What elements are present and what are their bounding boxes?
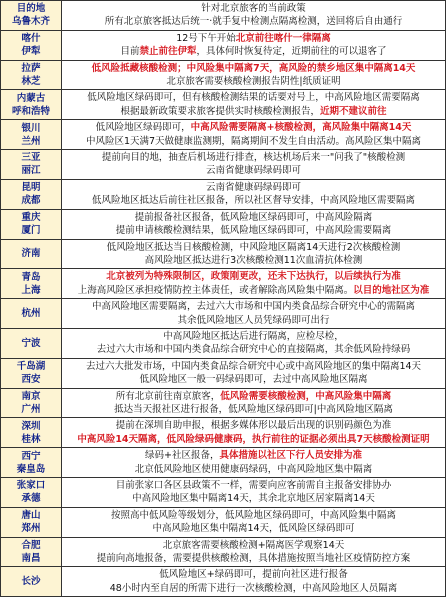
city-name: 承德: [21, 493, 41, 505]
policy-text: 抵达当天报社区进行报备，低风险地区绿码即可|中高风险地区隔离: [114, 403, 393, 415]
policy-highlight: 以目的地社区为准: [353, 284, 430, 296]
policy-line: [65, 360, 442, 373]
city-name: 三亚: [21, 152, 41, 164]
policy-row: [1, 537, 446, 567]
policy-text: 中高风险地区集中隔离14天，其余北京地区居家隔离14天: [132, 493, 375, 505]
policy-cell: [62, 299, 446, 329]
city-cell: [1, 299, 62, 329]
policy-text: 上海高风险区承担疫情防控主体责任，或者解除高风险集中隔离。: [77, 284, 354, 296]
city-name: 桂林: [21, 433, 41, 445]
policy-cell: [62, 209, 446, 239]
policy-highlight: 中高风险需要隔离+核酸检测，高风险集中隔离14天: [190, 122, 412, 134]
policy-row: [1, 448, 446, 478]
policy-row: [1, 1, 446, 31]
city-name: 拉萨: [21, 63, 41, 75]
policy-cell: [62, 418, 446, 448]
policy-line: [65, 45, 442, 58]
policy-row: [1, 269, 446, 299]
policy-text: 北京低风险地区使用健康码绿码，中高风险地区集中隔离: [134, 463, 373, 475]
policy-text: 目前张家口各区县政策不一样，需要向应客前需自主报备安排协办: [115, 480, 392, 491]
policy-line: [65, 241, 442, 254]
policy-row: [1, 179, 446, 209]
policy-line: [65, 330, 442, 343]
city-name: 千岛湖: [16, 361, 46, 373]
city-name: 银川: [21, 122, 41, 134]
policy-row: [1, 507, 446, 537]
policy-line: [65, 509, 442, 522]
policy-line: [65, 164, 442, 177]
policy-text: 低风险地区绿码即可，但有核酸检测结果的话要对号上，中高风险地区需要隔离: [87, 92, 420, 104]
policy-cell: [62, 537, 446, 567]
policy-text: 所有北京前往南京旅客，: [115, 390, 221, 402]
policy-text: 所有北京旅客抵达后统一·就手复中检测点隔离检测，送回将后自由通行: [104, 16, 403, 28]
city-name: 呼和浩特: [11, 105, 50, 117]
policy-cell: [62, 567, 446, 597]
policy-line: [65, 522, 442, 535]
city-cell: [1, 418, 62, 448]
policy-cell: [62, 507, 446, 537]
policy-line: [65, 75, 442, 88]
policy-row: [1, 30, 446, 60]
city-name: 目的地: [16, 3, 46, 15]
policy-highlight: 北京被列为特殊限制区，政策刚更改，还未下达执行，以后续执行为准: [106, 271, 401, 283]
policy-cell: [62, 388, 446, 418]
policy-text: 48小时内至自居的所需下进行一次核酸检测，中高风险地区人员隔离: [109, 582, 398, 594]
city-cell: [1, 60, 62, 90]
policy-cell: [62, 179, 446, 209]
policy-cell: [62, 239, 446, 269]
policy-text: 低风险地区抵达当日核酸检测，中风险地区隔离14天进行2次核酸检测: [106, 241, 401, 253]
policy-line: [65, 181, 442, 194]
city-name: 青岛: [21, 271, 41, 283]
policy-text: 根据最新政策要求旅客提供实时核酸检测报告，: [120, 105, 320, 117]
city-name: 兰州: [21, 135, 41, 147]
city-name: 张家口: [16, 480, 46, 492]
city-cell: [1, 179, 62, 209]
policy-highlight: 北京前往喀什一律隔离: [235, 32, 331, 44]
policy-row: [1, 328, 446, 358]
policy-cell: [62, 358, 446, 388]
policy-line: [65, 91, 442, 104]
city-name: 深圳: [21, 420, 41, 432]
policy-line: [65, 135, 442, 148]
policy-text: 提前在深圳自助申报，根据多媒体形以最后出现的识别码颜色为准: [115, 420, 392, 432]
policy-text: 高风险地区抵达进行3次核酸检测11次血清抗体检测: [144, 254, 363, 266]
city-name: 广州: [21, 403, 41, 415]
policy-line: [65, 479, 442, 492]
policy-line: [65, 492, 442, 505]
policy-text: 北京旅客需要核酸检测报告阴性|纸质证明: [166, 76, 341, 88]
city-cell: [1, 507, 62, 537]
policy-line: [65, 105, 442, 118]
policy-text: 中高风险地区需要隔离，去过六大市场和中国内类食品综合研究中心的需隔离: [91, 301, 415, 313]
city-cell: [1, 150, 62, 180]
city-name: 上海: [21, 284, 41, 296]
policy-line: [65, 284, 442, 297]
city-name: 重庆: [21, 212, 41, 224]
city-name: 西安: [21, 374, 41, 386]
policy-row: [1, 418, 446, 448]
policy-line: [65, 568, 442, 581]
policy-cell: [62, 328, 446, 358]
city-cell: [1, 388, 62, 418]
policy-row: [1, 209, 446, 239]
policy-text: 中高风险地区集中隔离14天，低风险区绿码即可: [152, 523, 355, 535]
policy-row: [1, 239, 446, 269]
policy-text: 其余低风险地区人员凭绿码即可出行: [177, 314, 330, 326]
city-cell: [1, 567, 62, 597]
city-name: 昆明: [21, 182, 41, 194]
city-name: 喀什: [21, 33, 41, 45]
policy-row: [1, 299, 446, 329]
policy-highlight: 低风险抵藏核酸检测；中风险集中隔离7天，高风险的禁乡地区集中隔离14天: [91, 62, 416, 74]
policy-cell: [62, 30, 446, 60]
policy-text: 按照高中低风险等级划分，低风险地区绿码即可，中高风险集中隔离: [110, 509, 396, 521]
policy-line: [65, 463, 442, 476]
policy-highlight: 低风险需要核酸检测，中高风险集中隔离: [220, 390, 392, 402]
city-cell: [1, 358, 62, 388]
policy-text: 去过六大市场和中国内类食品综合研究中心的直接隔离，其余低风险持绿码: [96, 344, 411, 356]
policy-row: [1, 90, 446, 120]
policy-line: [65, 2, 442, 15]
policy-text: 12号下午开始: [176, 32, 236, 44]
city-cell: [1, 448, 62, 478]
city-cell: [1, 209, 62, 239]
policy-cell: [62, 60, 446, 90]
policy-highlight: 禁止前往伊犁: [139, 46, 197, 58]
policy-text: 中风险区1天满7天做健康监测期，隔离期间不发生自由活动。高风险区集中隔离: [85, 135, 422, 147]
policy-highlight: 中高风险14天隔离，低风险绿码健康码，: [77, 433, 253, 445]
city-name: 西宁: [21, 450, 41, 462]
policy-text: 云南省健康码绿码即可: [205, 165, 301, 177]
policy-line: [65, 62, 442, 75]
policy-text: 低风险地区绿码即可，: [95, 122, 191, 134]
policy-line: [65, 403, 442, 416]
policy-cell: [62, 478, 446, 508]
policy-row: [1, 478, 446, 508]
policy-text: 低风险地区+绿码即可，提前向社区进行报备: [159, 569, 348, 581]
policy-text: ，具体何时恢复待定，近期前往的可以退客了: [196, 46, 387, 58]
policy-text: 低风险地区一般一码绿码即可，去过中高风险地区隔离: [139, 374, 368, 386]
policy-text: 目前: [120, 46, 140, 58]
policy-row: [1, 150, 446, 180]
policy-text: 针对北京旅客的当前政策: [201, 3, 306, 14]
city-cell: [1, 478, 62, 508]
policy-line: [65, 390, 442, 403]
policy-line: [65, 300, 442, 313]
policy-row: [1, 120, 446, 150]
policy-line: [65, 419, 442, 432]
policy-highlight: 执行前往的证据必须出具7天核酸检测证明: [252, 433, 430, 445]
policy-line: [65, 539, 442, 552]
city-name: 宁波: [21, 337, 41, 349]
city-name: 济南: [21, 248, 41, 260]
city-cell: [1, 90, 62, 120]
policy-text: 提前向高地报备，需要提供核酸检测，具体措施按照当地社区疫情防控方案: [96, 553, 411, 565]
policy-text: 中高风险地区抵达后进行隔离，应检尽检，: [163, 330, 344, 342]
city-name: 郑州: [21, 523, 41, 535]
policy-line: [65, 270, 442, 283]
policy-line: [65, 254, 442, 267]
city-cell: [1, 1, 62, 31]
policy-text: 低风险地区抵达后前往社区报备，所以社区督导安排，中高风险地区需要隔离: [91, 195, 415, 207]
city-cell: [1, 120, 62, 150]
policy-line: [65, 211, 442, 224]
policy-highlight: 具体措施以社区下行人员安排为准: [219, 450, 362, 462]
city-cell: [1, 328, 62, 358]
policy-line: [65, 224, 442, 237]
city-cell: [1, 537, 62, 567]
policy-text: 云南省健康码绿码即可: [205, 181, 301, 193]
city-name: 成都: [21, 195, 41, 207]
policy-cell: [62, 269, 446, 299]
city-name: 秦皇岛: [16, 463, 46, 475]
policy-cell: [62, 448, 446, 478]
policy-line: [65, 194, 442, 207]
city-name: 厦门: [21, 225, 41, 237]
policy-text: 提前报备社区报备，低风险地区绿码即可，中高风险隔离: [134, 211, 373, 223]
city-name: 林芝: [21, 76, 41, 88]
policy-line: [65, 373, 442, 386]
city-name: 南昌: [21, 553, 41, 565]
policy-cell: [62, 120, 446, 150]
policy-line: [65, 552, 442, 565]
policy-text: 去过六大批发市场，中国内类食品综合研究中心或中高风险地区的集中隔离14天: [85, 360, 422, 372]
city-name: 长沙: [21, 576, 41, 588]
policy-text: 提前向目的地，抽查后机场进行排查，核达机场后来一"问我了"核酸检测: [101, 152, 406, 164]
policy-highlight: 近期不建议前往: [320, 105, 387, 117]
policy-cell: [62, 1, 446, 31]
policy-line: [65, 314, 442, 327]
policy-line: [65, 343, 442, 356]
policy-line: [65, 582, 442, 595]
policy-row: [1, 358, 446, 388]
policy-line: [65, 121, 442, 134]
city-name: 乌鲁木齐: [11, 16, 50, 28]
city-name: 南京: [21, 390, 41, 402]
policy-line: [65, 449, 442, 462]
city-name: 伊犁: [21, 46, 41, 58]
policy-line: [65, 433, 442, 446]
policy-cell: [62, 150, 446, 180]
city-name: 唐山: [21, 510, 41, 522]
city-cell: [1, 239, 62, 269]
city-name: 丽江: [21, 165, 41, 177]
policy-text: 北京旅客需要核酸检测+隔离医学观察14天: [162, 539, 345, 551]
policy-row: [1, 567, 446, 597]
policy-text: 绿码+社区报备，: [145, 450, 220, 462]
policy-line: [65, 151, 442, 164]
city-name: 杭州: [21, 308, 41, 320]
policy-row: [1, 60, 446, 90]
city-cell: [1, 269, 62, 299]
policy-line: [65, 15, 442, 28]
city-name: 内蒙古: [16, 92, 46, 104]
policy-row: [1, 388, 446, 418]
city-name: 合肥: [21, 540, 41, 552]
city-cell: [1, 30, 62, 60]
policy-text: 提前申请核酸检测结果，低风险地区绿码即可，中高风险需要隔离: [115, 225, 392, 237]
policy-line: [65, 32, 442, 45]
policy-cell: [62, 90, 446, 120]
